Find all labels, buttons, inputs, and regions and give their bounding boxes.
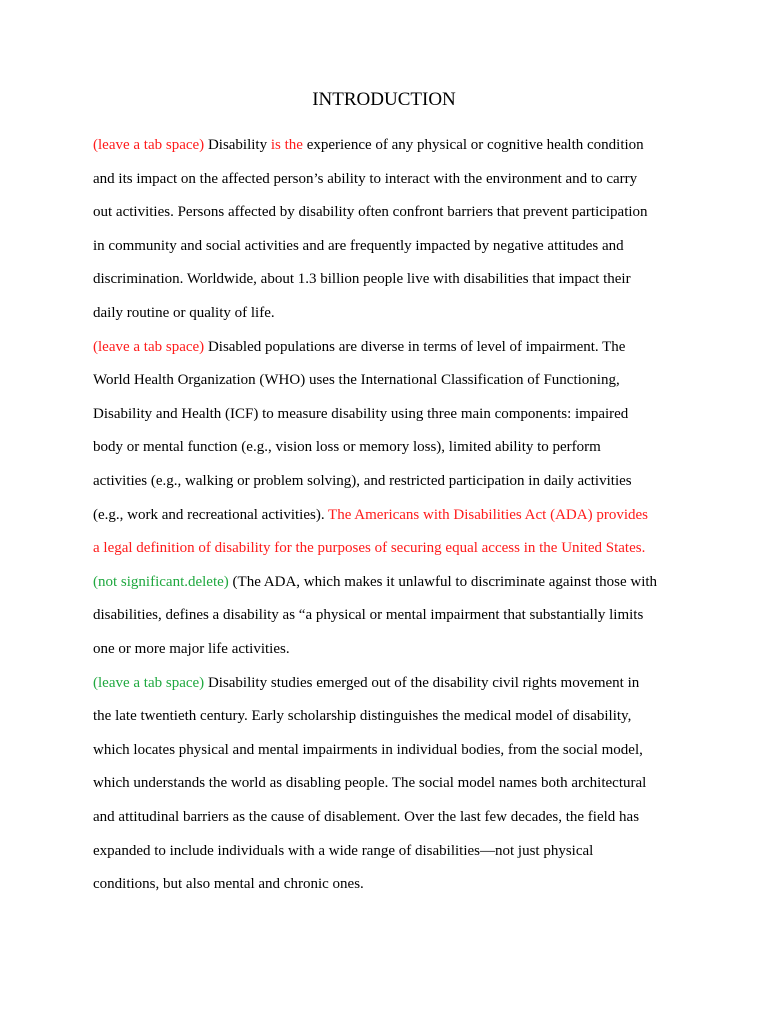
text-run: in community and social activities and are frequently impacted by negative attitudes and: [93, 237, 624, 254]
text-run: Disability: [204, 137, 271, 153]
text-line: [93, 270, 631, 288]
text-line: [93, 573, 657, 591]
text-line: [93, 506, 648, 524]
page-title: INTRODUCTION: [312, 89, 456, 110]
text-run: activities (e.g., walking or problem solving), and restricted participation in daily activities: [93, 473, 632, 489]
annotation-text: (leave a tab space): [93, 338, 205, 355]
text-line: [93, 707, 631, 725]
text-line: [93, 338, 625, 356]
text-line: [93, 170, 637, 188]
text-run: (e.g., work and recreational activities).: [93, 506, 329, 523]
text-run: disabilities, defines a disability as “a physical or mental impairment that substantially limits: [93, 607, 644, 624]
text-run: World Health Organization (WHO) uses the International Classification of Functioning,: [93, 372, 620, 389]
text-line: [93, 203, 648, 221]
text-line: [93, 371, 620, 389]
text-line: [93, 774, 646, 792]
text-line: [93, 741, 643, 759]
text-line: [93, 808, 639, 826]
text-run: discrimination. Worldwide, about 1.3 billion people live with disabilities that impact their: [93, 271, 631, 288]
text-run: which understands the world as disabling people. The social model names both architectural: [93, 775, 647, 792]
text-line: [93, 136, 644, 154]
text-run: Disability and Health (ICF) to measure disability using three main components: impaired: [93, 405, 629, 422]
text-run: Disabled populations are diverse in terms of level of impairment. The: [204, 338, 626, 355]
text-run: daily routine or quality of life.: [93, 305, 275, 321]
text-line: [93, 842, 593, 860]
text-line: [93, 674, 639, 692]
annotation-text: (leave a tab space): [93, 137, 205, 153]
text-run: (The ADA, which makes it unlawful to discriminate against those with: [228, 573, 658, 590]
text-line: [93, 472, 632, 490]
text-run: body or mental function (e.g., vision loss or memory loss), limited ability to perform: [93, 439, 601, 456]
text-line: [93, 304, 275, 322]
text-run: which locates physical and mental impairments in individual bodies, from the social model,: [93, 741, 643, 758]
text-run: conditions, but also mental and chronic ones.: [93, 876, 364, 893]
text-line: [93, 539, 645, 557]
text-line: [93, 237, 624, 255]
text-line: [93, 405, 628, 423]
text-line: [93, 438, 601, 456]
text-run: and attitudinal barriers as the cause of disablement. Over the last few decades, the field has: [93, 809, 640, 825]
text-run: experience of any physical or cognitive health condition: [302, 137, 644, 153]
text-run: expanded to include individuals with a wide range of disabilities—not just physical: [93, 842, 594, 859]
annotation-text: is the: [270, 137, 303, 153]
text-line: [93, 875, 364, 893]
annotation-text: (not significant.delete): [93, 573, 229, 590]
text-run: the late twentieth century. Early scholarship distinguishes the medical model of disability,: [93, 708, 632, 725]
text-run: out activities. Persons affected by disability often confront barriers that prevent participation: [93, 204, 648, 221]
text-line: [93, 606, 643, 624]
annotation-text: a legal definition of disability for the purposes of securing equal access in the United States.: [93, 540, 646, 557]
annotation-text: The Americans with Disabilities Act (ADA) provides: [328, 506, 648, 523]
text-run: one or more major life activities.: [93, 641, 290, 657]
annotation-text: (leave a tab space): [93, 674, 205, 691]
text-run: Disability studies emerged out of the disability civil rights movement in: [204, 674, 640, 691]
text-line: [93, 640, 290, 658]
text-run: and its impact on the affected person’s ability to interact with the environment and to carry: [93, 170, 638, 187]
